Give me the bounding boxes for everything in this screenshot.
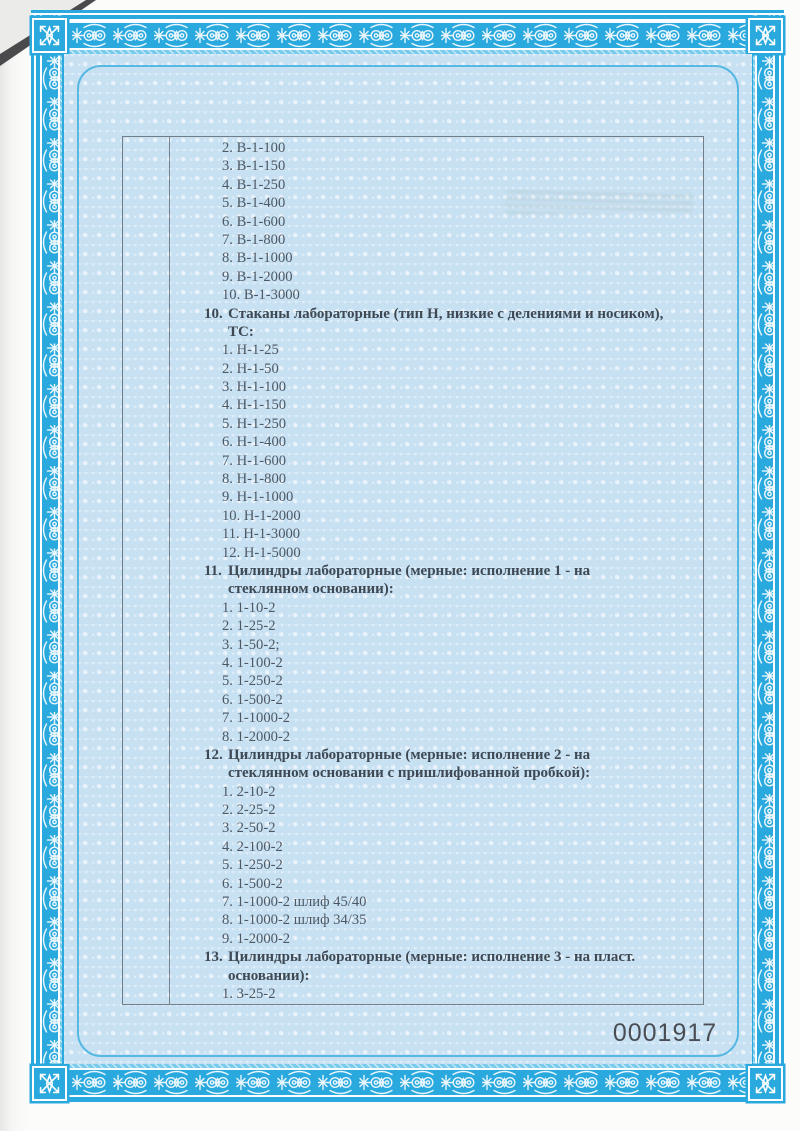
catalog-line <box>123 654 703 672</box>
catalog-line <box>123 709 703 727</box>
catalog-line <box>123 801 703 819</box>
line-text: 9. 1-2000-2 <box>222 930 291 947</box>
catalog-line <box>123 396 703 414</box>
catalog-line <box>123 507 703 525</box>
catalog-line <box>123 305 703 323</box>
line-text: 3. 1-50-2; <box>222 636 280 653</box>
kazakh-ornament-icon <box>32 1066 67 1101</box>
section-number: 10. <box>204 305 223 322</box>
line-text: 9. В-1-2000 <box>222 268 293 285</box>
line-text: 7. В-1-800 <box>222 231 286 248</box>
line-text: 11. Н-1-3000 <box>222 526 301 543</box>
line-text: 6. 1-500-2 <box>222 875 283 892</box>
line-text: 6. 1-500-2 <box>222 691 283 708</box>
line-text: Стаканы лабораторные (тип Н, низкие с делениями и носиком), <box>228 305 664 322</box>
catalog-line <box>123 783 703 801</box>
catalog-line <box>123 875 703 893</box>
catalog-line <box>123 985 703 1003</box>
catalog-line <box>123 893 703 911</box>
items-table-box <box>122 136 704 1005</box>
catalog-line <box>123 636 703 654</box>
line-text: 8. 1-1000-2 шлиф 34/35 <box>222 912 367 929</box>
catalog-line <box>123 268 703 286</box>
catalog-line <box>123 672 703 690</box>
line-text: ТС: <box>228 323 254 340</box>
catalog-line <box>123 728 703 746</box>
line-text: 3. Н-1-100 <box>222 379 287 396</box>
catalog-line <box>123 231 703 249</box>
line-text: стеклянном основании): <box>228 581 394 598</box>
line-text: Цилиндры лабораторные (мерные: исполнение 2 - на <box>228 746 591 763</box>
line-text: 5. Н-1-250 <box>222 415 287 432</box>
line-text: 7. 1-1000-2 шлиф 45/40 <box>222 894 367 911</box>
ornate-border-right <box>751 15 784 1098</box>
line-text: 1. 2-10-2 <box>222 783 276 800</box>
catalog-line <box>123 525 703 543</box>
kazakh-ornament-icon <box>748 1066 783 1101</box>
catalog-line <box>123 746 703 764</box>
line-text: 2. В-1-100 <box>222 140 286 156</box>
catalog-line <box>123 139 703 157</box>
line-text: 6. В-1-600 <box>222 213 286 230</box>
line-text: 8. 1-2000-2 <box>222 728 291 745</box>
line-text: 4. Н-1-150 <box>222 397 287 414</box>
line-text: 4. 2-100-2 <box>222 838 283 855</box>
catalog-line <box>123 341 703 359</box>
catalog-line <box>123 213 703 231</box>
line-text: 2. 1-25-2 <box>222 618 276 635</box>
line-text: 2. Н-1-50 <box>222 360 279 377</box>
line-text: 4. 1-100-2 <box>222 654 283 671</box>
catalog-line <box>123 378 703 396</box>
ornate-border-bottom <box>31 1064 784 1102</box>
catalog-line <box>123 599 703 617</box>
line-text: стеклянном основании с пришлифованной пробкой): <box>228 765 591 782</box>
catalog-line <box>123 157 703 175</box>
catalog-line <box>123 838 703 856</box>
line-text: 7. 1-1000-2 <box>222 710 291 727</box>
line-text: 5. В-1-400 <box>222 195 286 212</box>
catalog-line <box>123 249 703 267</box>
ornate-border-top <box>31 10 784 54</box>
section-number: 11. <box>204 562 222 579</box>
catalog-line <box>123 856 703 874</box>
line-text: Цилиндры лабораторные (мерные: исполнение 1 - на <box>228 562 591 579</box>
line-text: 5. 1-250-2 <box>222 673 283 690</box>
catalog-list <box>123 139 703 1003</box>
line-text: 1. 3-25-2 <box>222 985 276 1002</box>
catalog-line <box>123 617 703 635</box>
line-text: основании): <box>228 967 310 984</box>
kazakh-ornament-icon <box>748 18 783 53</box>
line-text: 1. 1-10-2 <box>222 599 276 616</box>
line-text: 3. В-1-150 <box>222 158 286 175</box>
line-text: Цилиндры лабораторные (мерные: исполнение 3 - на пласт. <box>228 949 636 966</box>
line-text: 1. Н-1-25 <box>222 342 279 359</box>
line-text: 7. Н-1-600 <box>222 452 287 469</box>
catalog-line <box>123 691 703 709</box>
catalog-line <box>123 948 703 966</box>
catalog-line <box>123 488 703 506</box>
serial-number: 0001917 <box>612 1019 718 1047</box>
line-text: 6. Н-1-400 <box>222 434 287 451</box>
line-text: 10. В-1-3000 <box>222 287 300 304</box>
catalog-line <box>123 360 703 378</box>
line-text: 2. 2-25-2 <box>222 802 276 819</box>
line-text: 10. Н-1-2000 <box>222 507 301 524</box>
catalog-line <box>123 194 703 212</box>
catalog-line <box>123 764 703 782</box>
catalog-line <box>123 819 703 837</box>
catalog-line <box>123 433 703 451</box>
catalog-line <box>123 470 703 488</box>
catalog-line <box>123 930 703 948</box>
section-number: 13. <box>204 949 223 966</box>
line-text: 5. 1-250-2 <box>222 857 283 874</box>
catalog-line <box>123 544 703 562</box>
catalog-line <box>123 911 703 929</box>
section-number: 12. <box>204 746 223 763</box>
catalog-line <box>123 323 703 341</box>
catalog-line <box>123 415 703 433</box>
line-text: 8. Н-1-800 <box>222 471 287 488</box>
line-text: 8. В-1-1000 <box>222 250 293 267</box>
catalog-line <box>123 580 703 598</box>
catalog-line <box>123 286 703 304</box>
line-text: 9. Н-1-1000 <box>222 489 294 506</box>
catalog-line <box>123 452 703 470</box>
line-text: 12. Н-1-5000 <box>222 544 301 561</box>
kazakh-ornament-icon <box>32 18 67 53</box>
catalog-line <box>123 967 703 985</box>
line-text: 4. В-1-250 <box>222 176 286 193</box>
catalog-line <box>123 176 703 194</box>
catalog-line <box>123 562 703 580</box>
line-text: 3. 2-50-2 <box>222 820 276 837</box>
ornate-border-left <box>31 15 64 1098</box>
